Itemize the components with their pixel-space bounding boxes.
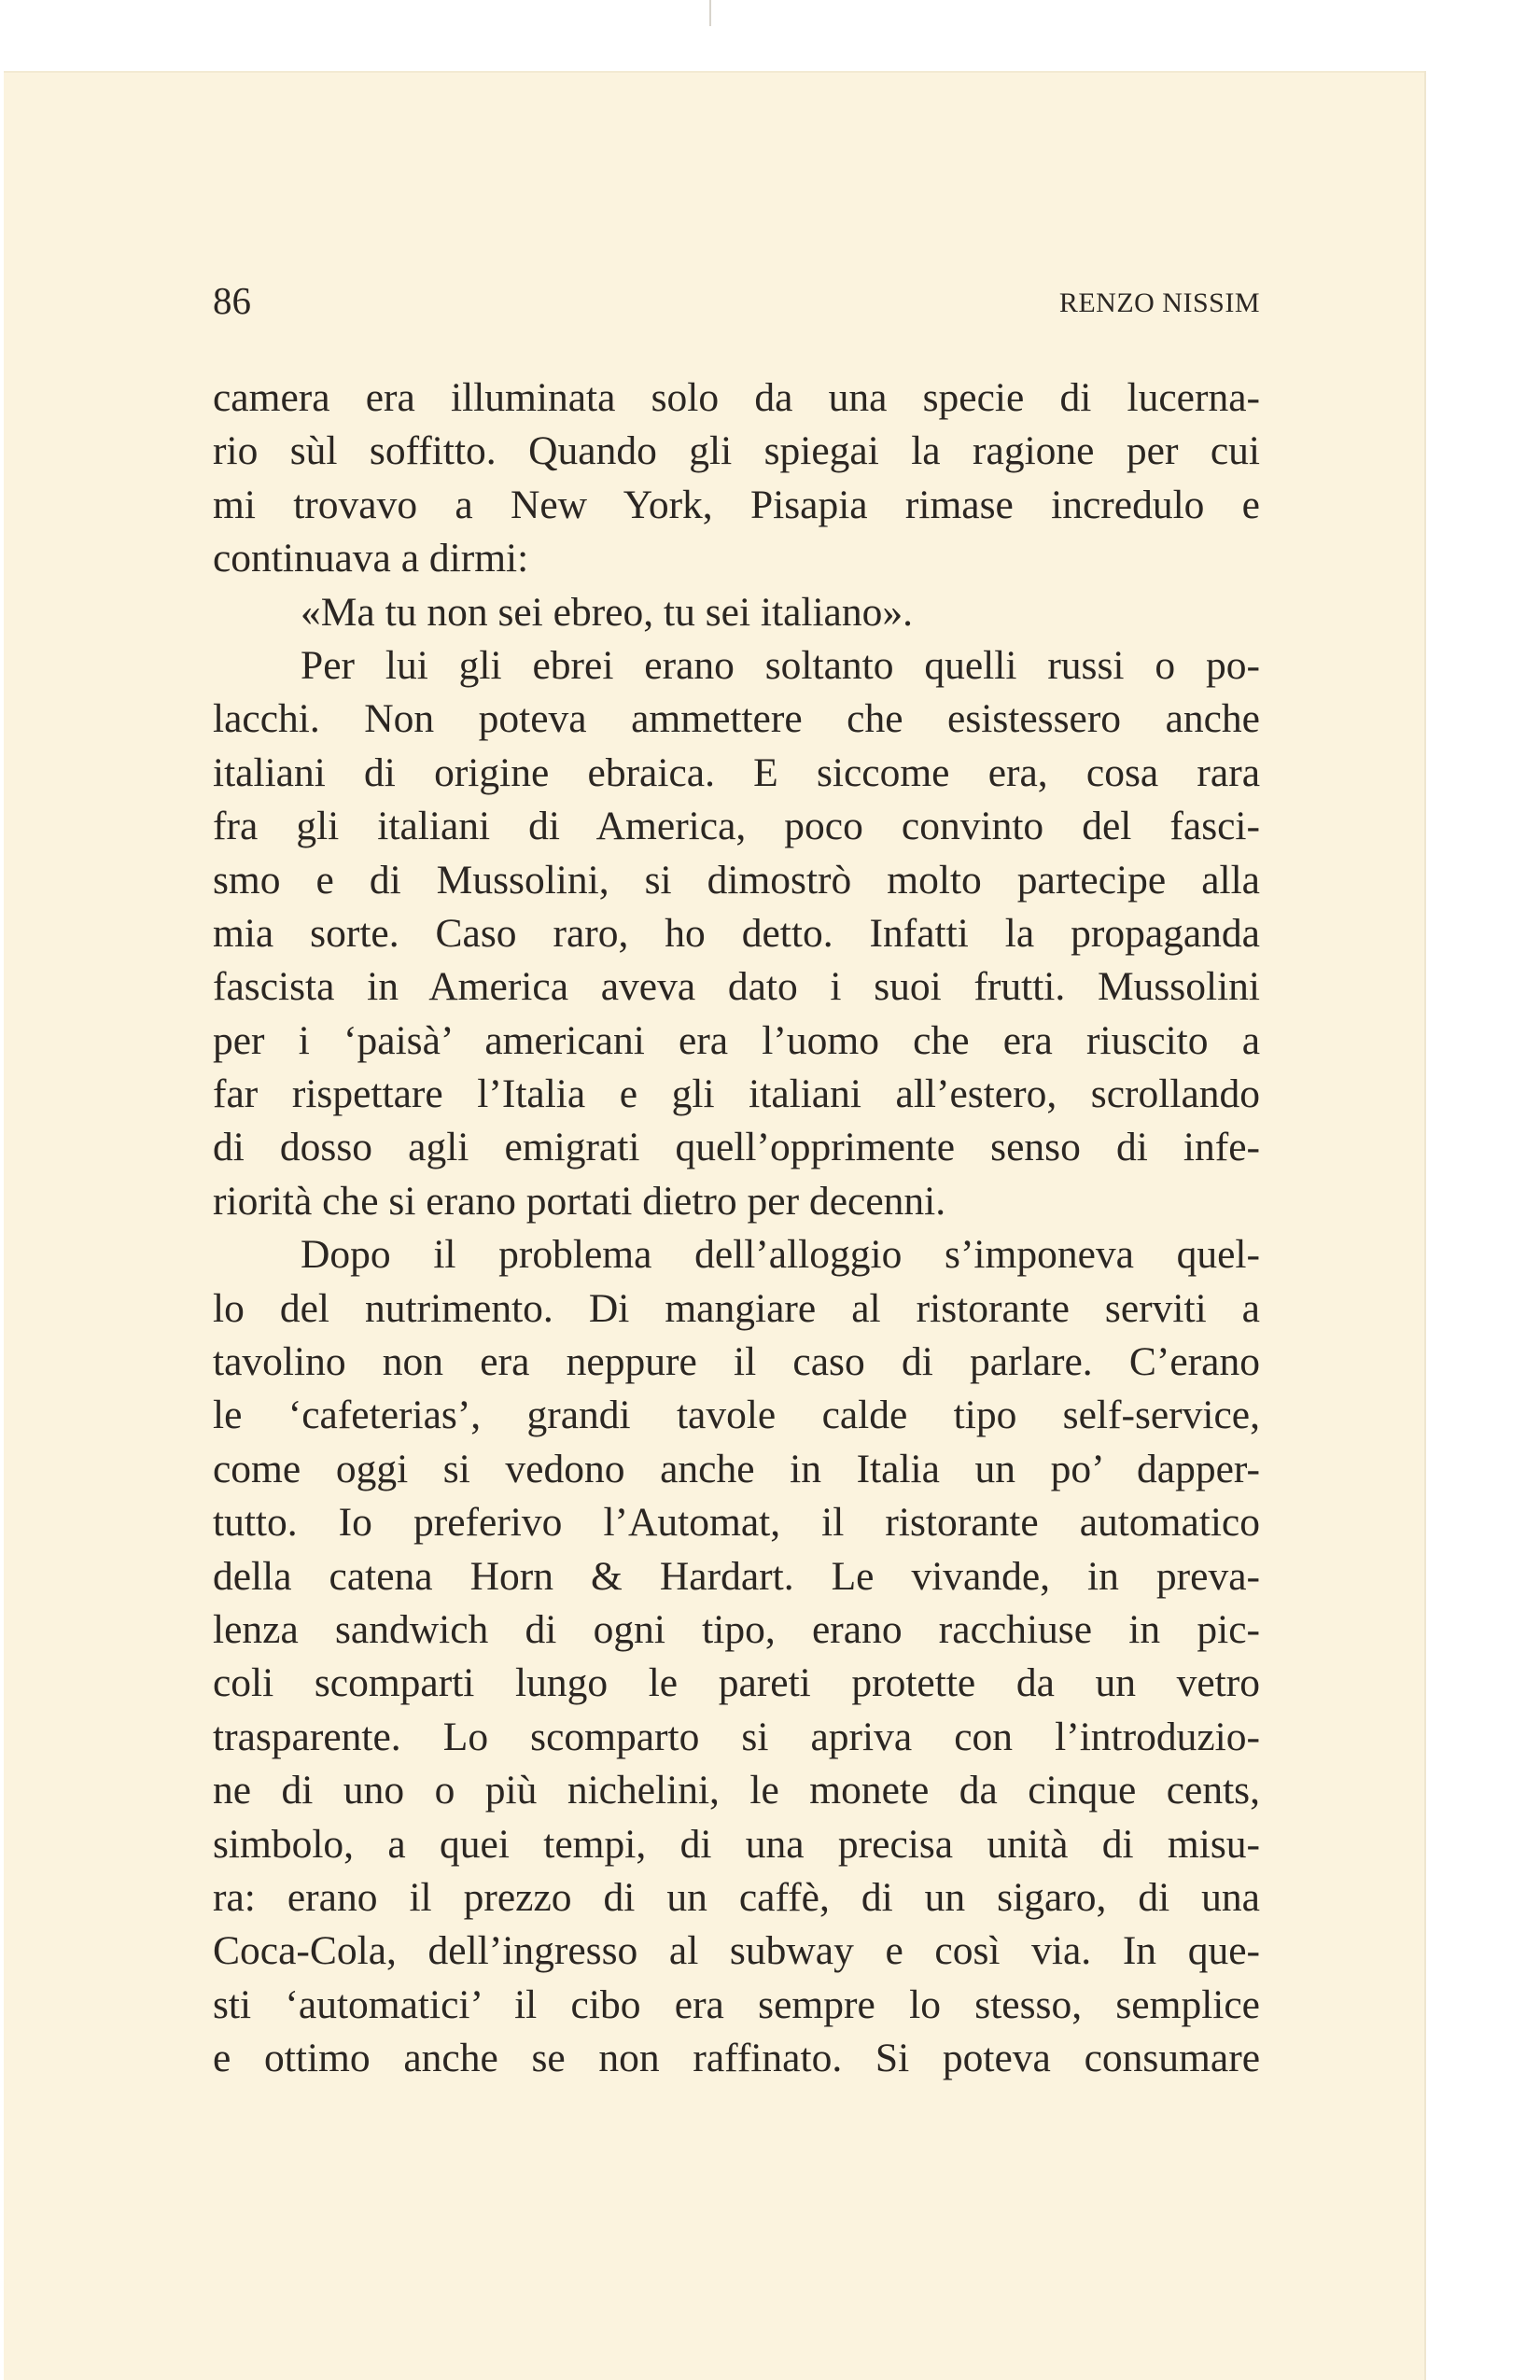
text-line: lacchi. Non poteva ammettere che esistessero anche	[213, 696, 1260, 742]
paragraph-start-line: Dopo il problema dell’alloggio s’imponeva quel-	[301, 1232, 1260, 1278]
text-line: ne di uno o più nichelini, le monete da cinque cents,	[213, 1768, 1260, 1813]
text-line: mia sorte. Caso raro, ho detto. Infatti la propaganda	[213, 910, 1260, 956]
text-line: e ottimo anche se non raffinato. Si poteva consumare	[213, 2036, 1260, 2081]
text-line: italiani di origine ebraica. E siccome era, cosa rara	[213, 749, 1260, 795]
page-number: 86	[213, 279, 251, 322]
text-line: Coca-Cola, dell’ingresso al subway e così via. In que-	[213, 1928, 1260, 1974]
text-line: camera era illuminata solo da una specie di lucerna-	[213, 375, 1260, 420]
text-line: smo e di Mussolini, si dimostrò molto partecipe alla	[213, 857, 1260, 903]
text-line: simbolo, a quei tempi, di una precisa unità di misu-	[213, 1821, 1260, 1867]
text-line: tavolino non era neppure il caso di parlare. C’erano	[213, 1339, 1260, 1385]
text-line: coli scomparti lungo le pareti protette da un vetro	[213, 1660, 1260, 1706]
text-line: riorità che si erano portati dietro per decenni.	[213, 1178, 946, 1224]
text-line: tutto. Io preferivo l’Automat, il ristorante automatico	[213, 1500, 1260, 1546]
text-line: fascista in America aveva dato i suoi frutti. Mussolini	[213, 964, 1260, 1010]
text-line: far rispettare l’Italia e gli italiani all’estero, scrollando	[213, 1071, 1260, 1117]
page-header	[213, 273, 1260, 329]
text-line: sti ‘automatici’ il cibo era sempre lo stesso, semplice	[213, 1981, 1260, 2027]
text-line: ra: erano il prezzo di un caffè, di un sigaro, di una	[213, 1874, 1260, 1920]
text-line: continuava a dirmi:	[213, 536, 529, 581]
scan-edge-mark	[709, 0, 711, 26]
running-head-author: RENZO NISSIM	[1058, 287, 1260, 318]
text-line: della catena Horn & Hardart. Le vivande, in preva-	[213, 1553, 1260, 1599]
body-text	[213, 371, 1260, 2086]
text-line: come oggi si vedono anche in Italia un po’ dapper-	[213, 1446, 1260, 1491]
text-line: trasparente. Lo scomparto si apriva con l’introduzio-	[213, 1714, 1260, 1759]
text-line: di dosso agli emigrati quell’opprimente senso di infe-	[213, 1125, 1260, 1170]
text-line: rio sùl soffitto. Quando gli spiegai la ragione per cui	[213, 428, 1260, 474]
text-line: le ‘cafeterias’, grandi tavole calde tipo self-service,	[213, 1393, 1260, 1438]
paragraph-start-line: Per lui gli ebrei erano soltanto quelli russi o po-	[301, 642, 1260, 688]
text-line: fra gli italiani di America, poco convinto del fasci-	[213, 804, 1260, 849]
quoted-line: «Ma tu non sei ebreo, tu sei italiano».	[301, 589, 913, 635]
text-line: lenza sandwich di ogni tipo, erano racchiuse in pic-	[213, 1606, 1260, 1652]
text-line: per i ‘paisà’ americani era l’uomo che era riuscito a	[213, 1017, 1260, 1063]
text-line: lo del nutrimento. Di mangiare al ristorante serviti a	[213, 1285, 1260, 1331]
text-line: mi trovavo a New York, Pisapia rimase incredulo e	[213, 482, 1260, 527]
